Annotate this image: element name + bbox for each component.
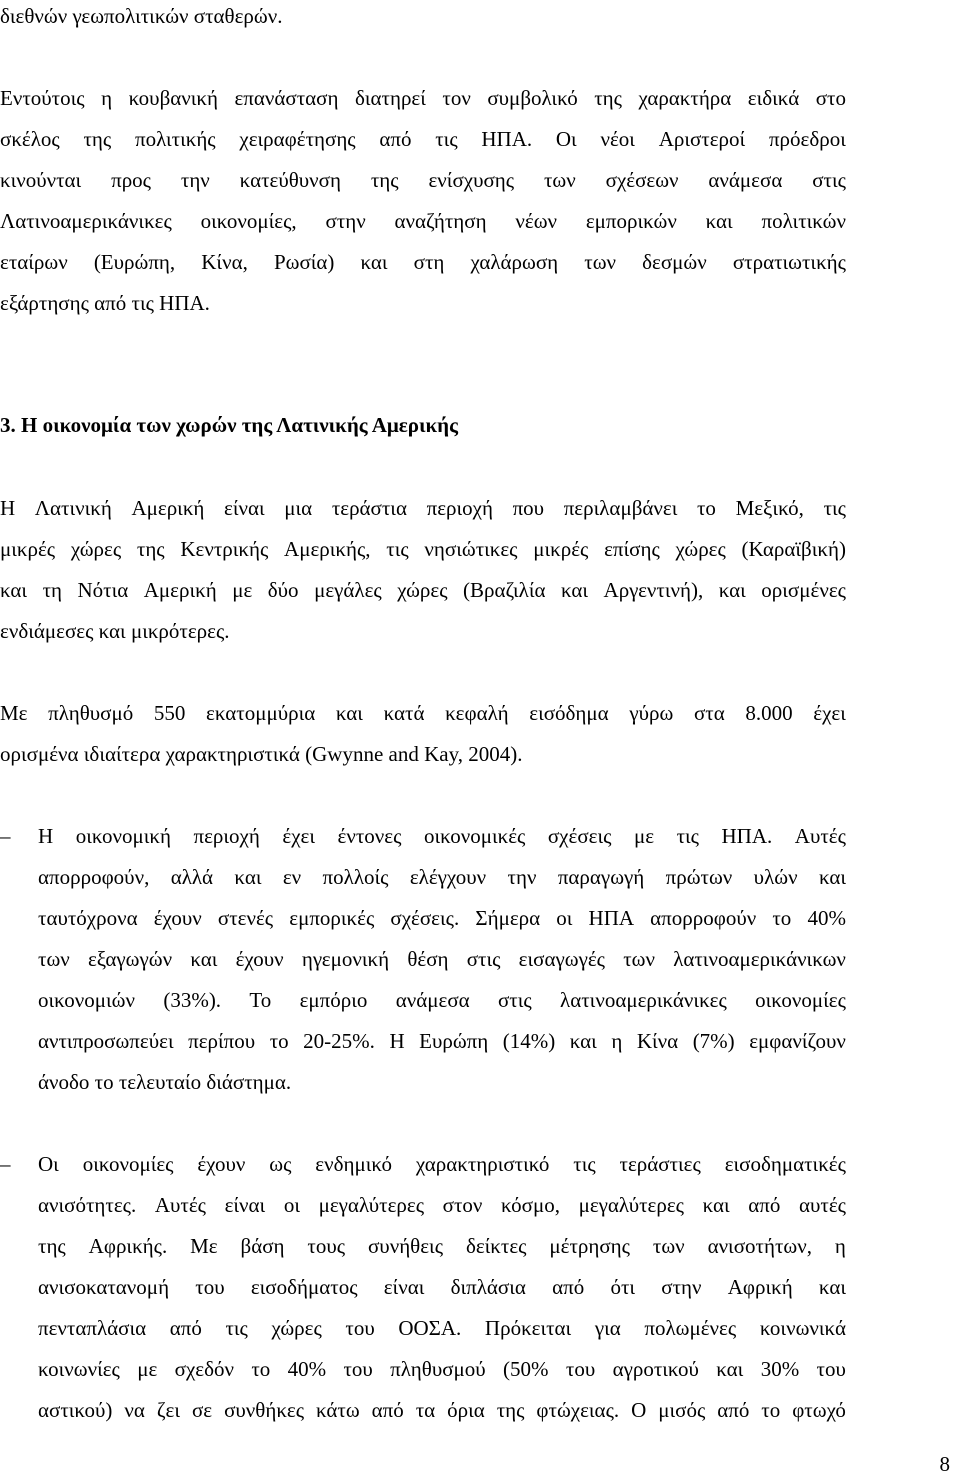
word: και xyxy=(718,578,746,602)
word: Κίνα xyxy=(636,1029,679,1053)
paragraph-line: εξάρτησης από τις ΗΠΑ. xyxy=(0,291,210,315)
word: το xyxy=(251,1357,271,1381)
bullet-line xyxy=(38,988,846,1012)
word: Αμερικής, xyxy=(284,537,371,561)
word: τον xyxy=(442,86,471,110)
word: η xyxy=(101,86,113,110)
word: και xyxy=(335,701,363,725)
word: υλών xyxy=(753,865,798,889)
word: αστικού) xyxy=(38,1398,113,1422)
word: εισοδήματος xyxy=(250,1275,358,1299)
word: ΗΠΑ xyxy=(588,906,635,930)
word: ενδημικό xyxy=(315,1152,393,1176)
word: Κίνα, xyxy=(201,250,248,274)
word: οικονομική xyxy=(75,824,171,848)
word: απορροφούν xyxy=(650,906,757,930)
word: της xyxy=(83,127,112,151)
word: Αφρικής. xyxy=(88,1234,168,1258)
paragraph-line xyxy=(0,209,846,233)
word: εμπόριο xyxy=(299,988,368,1012)
word: ανισοκατανομή xyxy=(38,1275,170,1299)
word: κατεύθυνση xyxy=(239,168,341,192)
word: εμπορικών xyxy=(585,209,677,233)
word: οικονομίες, xyxy=(200,209,297,233)
word: οικονομικές xyxy=(423,824,526,848)
word: Αυτές xyxy=(154,1193,206,1217)
word: νησιώτικες xyxy=(424,537,518,561)
word: Αριστεροί xyxy=(658,127,746,151)
word: σχέσεις xyxy=(547,824,612,848)
word: στην xyxy=(325,209,366,233)
paragraph-line xyxy=(0,701,846,725)
word: με xyxy=(633,824,655,848)
word: χώρες xyxy=(397,578,448,602)
word: μισός xyxy=(658,1398,706,1422)
word: μέτρησης xyxy=(549,1234,630,1258)
word: πρώτων xyxy=(665,865,733,889)
word: Αργεντινή), xyxy=(603,578,704,602)
word: και xyxy=(234,865,262,889)
word: ταυτόχρονα xyxy=(38,906,138,930)
word: με xyxy=(137,1357,158,1381)
word: χαρακτηριστικό xyxy=(415,1152,550,1176)
section-heading: 3. Η οικονομία των χωρών της Λατινικής Αμερικής xyxy=(0,413,458,437)
word: σε xyxy=(191,1398,213,1422)
word: έχει xyxy=(813,701,846,725)
word: του xyxy=(195,1275,225,1299)
word: την xyxy=(180,168,210,192)
word: περιοχή xyxy=(193,824,260,848)
word: Η xyxy=(389,1029,405,1053)
word: 8.000 xyxy=(745,701,793,725)
word: ΗΠΑ. xyxy=(721,824,773,848)
word: τα xyxy=(415,1398,436,1422)
word: από xyxy=(748,1193,781,1217)
word: Ρωσία) xyxy=(273,250,335,274)
word: από xyxy=(717,1398,750,1422)
word: χώρες xyxy=(675,537,726,561)
word: έχουν xyxy=(153,906,202,930)
word: εξαγωγών xyxy=(87,947,173,971)
word: και xyxy=(360,250,388,274)
word: Οι xyxy=(555,127,577,151)
word: το xyxy=(761,1398,781,1422)
word: Η xyxy=(0,496,16,520)
word: των xyxy=(652,1234,685,1258)
word: του xyxy=(816,1357,846,1381)
word: ΗΠΑ. xyxy=(481,127,533,151)
word: Αφρική xyxy=(727,1275,793,1299)
word: τεράστια xyxy=(331,496,407,520)
word: Εντούτοις xyxy=(0,86,85,110)
paragraph-line xyxy=(0,578,846,602)
word: όρια xyxy=(447,1398,485,1422)
word: χώρες xyxy=(70,537,122,561)
word: έχουν xyxy=(235,947,284,971)
word: της xyxy=(496,1398,525,1422)
word: 40% xyxy=(807,906,846,930)
word: έχει xyxy=(282,824,315,848)
word: στις xyxy=(466,947,501,971)
word: αλλά xyxy=(170,865,214,889)
word: ανάμεσα xyxy=(708,168,783,192)
word: ορισμένες xyxy=(761,578,846,602)
word: τις xyxy=(225,1316,248,1340)
paragraph-line xyxy=(0,168,846,192)
word: Πρόκειται xyxy=(484,1316,572,1340)
word: τις xyxy=(676,824,699,848)
word: Το xyxy=(249,988,272,1012)
bullet-line xyxy=(38,906,846,930)
word: επανάσταση xyxy=(234,86,339,110)
word: η xyxy=(611,1029,623,1053)
word: κεφαλή xyxy=(445,701,509,725)
word: εν xyxy=(282,865,302,889)
word: να xyxy=(124,1398,145,1422)
word: του xyxy=(345,1316,375,1340)
word: είναι xyxy=(224,496,265,520)
word: το xyxy=(772,906,792,930)
word: κάτω xyxy=(316,1398,360,1422)
word: Ευρώπη xyxy=(419,1029,489,1053)
word: από xyxy=(371,1398,404,1422)
word: ανάμεσα xyxy=(395,988,470,1012)
word: Λατινοαμερικάνικες xyxy=(0,209,172,233)
bullet-dash: – xyxy=(0,824,11,848)
intro-line: διεθνών γεωπολιτικών σταθερών. xyxy=(0,4,283,28)
word: περιοχή xyxy=(426,496,493,520)
word: και xyxy=(0,578,28,602)
word: Αμερική xyxy=(143,578,217,602)
word: η xyxy=(834,1234,846,1258)
word: δύο xyxy=(267,578,299,602)
word: κινούνται xyxy=(0,168,82,192)
bullet-line: άνοδο το τελευταίο διάστημα. xyxy=(38,1070,292,1094)
word: ΟΟΣΑ. xyxy=(398,1316,462,1340)
paragraph-line xyxy=(0,250,846,274)
word: των xyxy=(623,947,655,971)
word: ανισοτήτων, xyxy=(707,1234,812,1258)
word: μεγάλες xyxy=(314,578,382,602)
bullet-line xyxy=(38,1234,846,1258)
word: είναι xyxy=(383,1275,425,1299)
word: ηγεμονική xyxy=(301,947,390,971)
word: και xyxy=(705,209,733,233)
word: Ο xyxy=(631,1398,647,1422)
word: γύρω xyxy=(629,701,674,725)
word: παραγωγή xyxy=(557,865,645,889)
word: κόσμο, xyxy=(501,1193,560,1217)
word: στην xyxy=(661,1275,702,1299)
bullet-line xyxy=(38,865,846,889)
word: εισαγωγές xyxy=(518,947,605,971)
word: (14%) xyxy=(502,1029,556,1053)
word: περιλαμβάνει xyxy=(563,496,678,520)
word: χαλάρωση xyxy=(470,250,559,274)
word: από xyxy=(379,127,412,151)
word: ειδικά xyxy=(747,86,800,110)
word: δεσμών xyxy=(642,250,707,274)
word: σχέσεις. xyxy=(390,906,460,930)
word: διατηρεί xyxy=(354,86,426,110)
word: εμφανίζουν xyxy=(749,1029,846,1053)
bullet-line xyxy=(38,1193,846,1217)
word: το xyxy=(269,1029,289,1053)
word: (33%). xyxy=(163,988,222,1012)
word: (Ευρώπη, xyxy=(93,250,176,274)
word: τις xyxy=(386,537,409,561)
word: Η xyxy=(38,824,54,848)
word: του xyxy=(565,1357,596,1381)
word: τη xyxy=(42,578,62,602)
word: Μεξικό, xyxy=(735,496,804,520)
word: και xyxy=(716,1357,744,1381)
word: Αμερική xyxy=(131,496,205,520)
word: εισοδηματικές xyxy=(724,1152,846,1176)
word: αντιπροσωπεύει xyxy=(38,1029,174,1053)
word: για xyxy=(594,1316,621,1340)
word: μικρές xyxy=(0,537,56,561)
word: της xyxy=(38,1234,66,1258)
word: κατά xyxy=(383,701,425,725)
word: οικονομίες xyxy=(755,988,846,1012)
word: οι xyxy=(556,906,573,930)
word: Με xyxy=(190,1234,218,1258)
word: πολιτικών xyxy=(761,209,846,233)
word: πολωμένες xyxy=(644,1316,737,1340)
word: επίσης xyxy=(604,537,660,561)
word: (7%) xyxy=(692,1029,735,1053)
word: εταίρων xyxy=(0,250,68,274)
bullet-line xyxy=(38,1275,846,1299)
word: αγροτικού xyxy=(612,1357,699,1381)
word: κοινωνικά xyxy=(759,1316,846,1340)
word: αναζήτηση xyxy=(394,209,487,233)
word: στρατιωτικής xyxy=(732,250,846,274)
word: ελέγχουν xyxy=(409,865,487,889)
word: (Βραζιλία xyxy=(463,578,546,602)
bullet-line xyxy=(38,824,846,848)
word: και xyxy=(818,1275,846,1299)
page-number: 8 xyxy=(939,1452,950,1476)
word: (50% xyxy=(503,1357,549,1381)
word: νέων xyxy=(515,209,558,233)
word: στις xyxy=(812,168,846,192)
word: στη xyxy=(413,250,445,274)
word: Λατινική xyxy=(34,496,112,520)
word: φτώχειας. xyxy=(536,1398,620,1422)
word: ζει xyxy=(156,1398,181,1422)
word: πληθυσμό xyxy=(48,701,134,725)
word: πρόεδροι xyxy=(768,127,846,151)
word: λατινοαμερικάνικων xyxy=(673,947,846,971)
word: 550 xyxy=(153,701,186,725)
word: Αυτές xyxy=(794,824,846,848)
word: και xyxy=(818,865,846,889)
word: συνθήκες xyxy=(224,1398,305,1422)
word: χώρες xyxy=(271,1316,322,1340)
word: έντονες xyxy=(337,824,402,848)
word: Κεντρικής xyxy=(180,537,269,561)
word: της xyxy=(136,537,165,561)
word: του xyxy=(343,1357,373,1381)
word: την xyxy=(507,865,537,889)
word: μια xyxy=(284,496,313,520)
word: προς xyxy=(111,168,151,192)
word: των xyxy=(543,168,576,192)
word: Με xyxy=(0,701,28,725)
word: των xyxy=(38,947,70,971)
word: τις xyxy=(823,496,846,520)
word: που xyxy=(512,496,545,520)
word: ανισότητες. xyxy=(38,1193,137,1217)
word: και xyxy=(702,1193,730,1217)
word: στις xyxy=(497,988,532,1012)
word: με xyxy=(232,578,253,602)
word: συμβολικό xyxy=(487,86,578,110)
bullet-line xyxy=(38,1152,846,1176)
word: εισόδημα xyxy=(529,701,609,725)
paragraph-line xyxy=(0,496,846,520)
word: της xyxy=(370,168,399,192)
word: τις xyxy=(435,127,458,151)
word: νέοι xyxy=(600,127,635,151)
word: της xyxy=(594,86,622,110)
word: τους xyxy=(307,1234,346,1258)
word: στο xyxy=(815,86,846,110)
paragraph-line: ορισμένα ιδιαίτερα χαρακτηριστικά (Gwynne and Kay, 2004). xyxy=(0,742,523,766)
word: και xyxy=(569,1029,597,1053)
word: στον xyxy=(442,1193,483,1217)
bullet-line xyxy=(38,947,846,971)
word: κοινωνίες xyxy=(38,1357,120,1381)
word: 40% xyxy=(287,1357,327,1381)
word: ενίσχυσης xyxy=(428,168,515,192)
word: τεράστιες xyxy=(619,1152,701,1176)
bullet-line xyxy=(38,1029,846,1053)
word: απορροφούν, xyxy=(38,865,150,889)
word: 30% xyxy=(760,1357,800,1381)
paragraph-line xyxy=(0,127,846,151)
word: χαρακτήρα xyxy=(638,86,732,110)
word: αυτές xyxy=(799,1193,846,1217)
word: πενταπλάσια xyxy=(38,1316,147,1340)
word: διπλάσια xyxy=(450,1275,526,1299)
word: κουβανική xyxy=(128,86,218,110)
word: συνήθεις xyxy=(367,1234,444,1258)
word: και xyxy=(560,578,589,602)
paragraph-line: ενδιάμεσες και μικρότερες. xyxy=(0,619,230,643)
paragraph-line xyxy=(0,537,846,561)
bullet-dash: – xyxy=(0,1152,11,1176)
word: θέση xyxy=(407,947,449,971)
word: και xyxy=(190,947,218,971)
word: στενές xyxy=(217,906,274,930)
word: λατινοαμερικάνικες xyxy=(560,988,727,1012)
word: από xyxy=(552,1275,585,1299)
word: σκέλος xyxy=(0,127,60,151)
word: πολλοίς xyxy=(322,865,389,889)
word: εκατομμύρια xyxy=(206,701,316,725)
word: 20-25%. xyxy=(303,1029,375,1053)
word: πολιτικής xyxy=(134,127,216,151)
bullet-line xyxy=(38,1316,846,1340)
word: σχέσεων xyxy=(605,168,679,192)
word: οικονομιών xyxy=(38,988,135,1012)
word: περίπου xyxy=(188,1029,256,1053)
word: έχουν xyxy=(197,1152,246,1176)
word: (Καραϊβική) xyxy=(741,537,846,561)
word: Οι xyxy=(38,1152,59,1176)
paragraph-line xyxy=(0,86,846,110)
word: από xyxy=(169,1316,202,1340)
word: πληθυσμού xyxy=(390,1357,486,1381)
word: τις xyxy=(573,1152,596,1176)
word: είναι xyxy=(224,1193,266,1217)
word: χειραφέτησης xyxy=(239,127,356,151)
word: ως xyxy=(269,1152,292,1176)
word: μεγαλύτερες xyxy=(578,1193,684,1217)
bullet-line xyxy=(38,1398,846,1422)
word: Νότια xyxy=(77,578,129,602)
word: μικρές xyxy=(533,537,589,561)
word: μεγαλύτερες xyxy=(318,1193,425,1217)
word: οι xyxy=(283,1193,300,1217)
word: εμπορικές xyxy=(289,906,375,930)
word: φτωχό xyxy=(792,1398,846,1422)
word: σχεδόν xyxy=(174,1357,234,1381)
word: βάση xyxy=(240,1234,285,1258)
word: οικονομίες xyxy=(82,1152,174,1176)
word: το xyxy=(696,496,716,520)
word: στα xyxy=(693,701,725,725)
bullet-line xyxy=(38,1357,846,1381)
word: ότι xyxy=(610,1275,636,1299)
word: Σήμερα xyxy=(475,906,541,930)
word: δείκτες xyxy=(465,1234,527,1258)
word: των xyxy=(584,250,617,274)
